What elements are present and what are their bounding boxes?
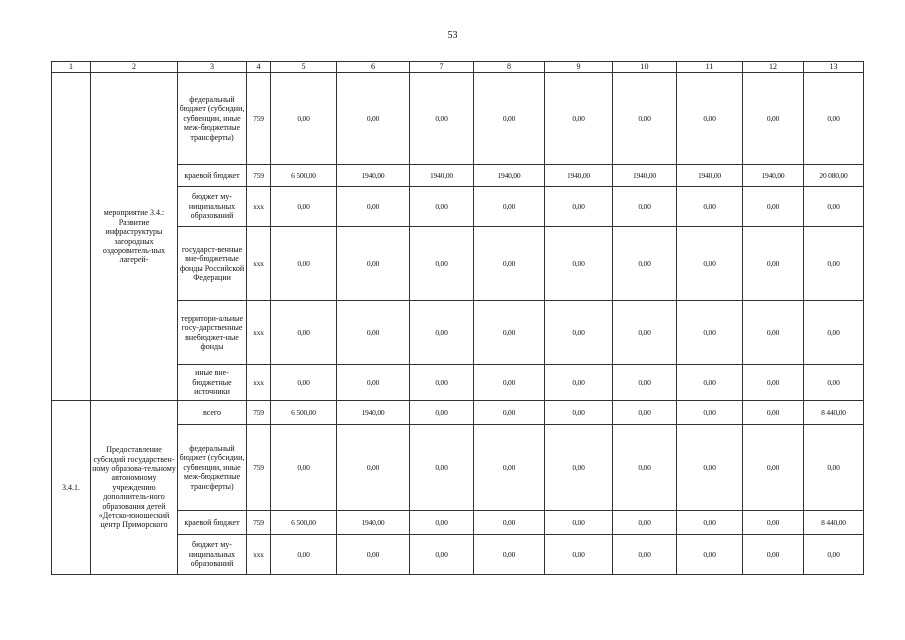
value-cell: 0,00: [743, 187, 804, 227]
column-header-4: 4: [247, 62, 271, 73]
value-cell: 0,00: [613, 535, 677, 575]
column-header-13: 13: [804, 62, 864, 73]
code-cell: 759: [247, 165, 271, 187]
measure-name-cell: Предоставление субсидий государствен-ному образова-тельному автономному учреждению дополнитель-ного образования детей «Детско-юношеский центр Приморского: [91, 401, 178, 575]
value-cell: 0,00: [545, 401, 613, 425]
value-cell: 0,00: [545, 511, 613, 535]
value-cell: 0,00: [337, 227, 410, 301]
value-cell: 0,00: [410, 227, 474, 301]
column-header-6: 6: [337, 62, 410, 73]
value-cell: 0,00: [410, 365, 474, 401]
value-cell: 0,00: [743, 73, 804, 165]
value-cell: 0,00: [474, 511, 545, 535]
value-cell: 8 440,00: [804, 511, 864, 535]
value-cell: 0,00: [545, 227, 613, 301]
value-cell: 0,00: [743, 301, 804, 365]
column-header-3: 3: [178, 62, 247, 73]
code-cell: 759: [247, 73, 271, 165]
value-cell: 0,00: [474, 401, 545, 425]
column-header-2: 2: [91, 62, 178, 73]
value-cell: 0,00: [271, 365, 337, 401]
value-cell: 0,00: [613, 425, 677, 511]
value-cell: 0,00: [410, 535, 474, 575]
value-cell: 0,00: [545, 365, 613, 401]
value-cell: 0,00: [677, 425, 743, 511]
column-header-9: 9: [545, 62, 613, 73]
value-cell: 0,00: [271, 187, 337, 227]
budget-table: [51, 61, 864, 575]
value-cell: 0,00: [804, 73, 864, 165]
value-cell: 0,00: [337, 73, 410, 165]
value-cell: 0,00: [677, 511, 743, 535]
value-cell: 0,00: [743, 365, 804, 401]
row-number-cell: [52, 73, 91, 401]
value-cell: 0,00: [337, 535, 410, 575]
value-cell: 0,00: [271, 535, 337, 575]
column-header-10: 10: [613, 62, 677, 73]
code-cell: ххх: [247, 535, 271, 575]
value-cell: 0,00: [804, 187, 864, 227]
code-cell: 759: [247, 401, 271, 425]
value-cell: 0,00: [613, 511, 677, 535]
value-cell: 0,00: [804, 365, 864, 401]
column-header-8: 8: [474, 62, 545, 73]
value-cell: 0,00: [474, 227, 545, 301]
value-cell: 0,00: [474, 187, 545, 227]
value-cell: 0,00: [613, 365, 677, 401]
value-cell: 0,00: [743, 227, 804, 301]
value-cell: 0,00: [677, 73, 743, 165]
value-cell: 6 500,00: [271, 511, 337, 535]
value-cell: 1940,00: [677, 165, 743, 187]
value-cell: 0,00: [743, 535, 804, 575]
value-cell: 0,00: [804, 227, 864, 301]
value-cell: 0,00: [410, 425, 474, 511]
value-cell: 1940,00: [337, 401, 410, 425]
code-cell: 759: [247, 425, 271, 511]
value-cell: 0,00: [613, 401, 677, 425]
value-cell: 0,00: [677, 365, 743, 401]
value-cell: 0,00: [545, 73, 613, 165]
funding-source-cell: иные вне-бюджетные источники: [178, 365, 247, 401]
value-cell: 1940,00: [545, 165, 613, 187]
value-cell: 6 500,00: [271, 401, 337, 425]
funding-source-cell: государст-венные вне-бюджетные фонды Российской Федерации: [178, 227, 247, 301]
value-cell: 1940,00: [337, 165, 410, 187]
value-cell: 0,00: [271, 425, 337, 511]
value-cell: 0,00: [337, 301, 410, 365]
funding-source-cell: краевой бюджет: [178, 511, 247, 535]
value-cell: 0,00: [804, 301, 864, 365]
value-cell: 0,00: [677, 187, 743, 227]
value-cell: 1940,00: [743, 165, 804, 187]
value-cell: 0,00: [271, 73, 337, 165]
code-cell: ххх: [247, 227, 271, 301]
funding-source-cell: федеральный бюджет (субсидии, субвенции, иные меж-бюджетные трансферты): [178, 425, 247, 511]
value-cell: 0,00: [410, 73, 474, 165]
value-cell: 0,00: [743, 511, 804, 535]
value-cell: 0,00: [337, 365, 410, 401]
funding-source-cell: всего: [178, 401, 247, 425]
value-cell: 0,00: [271, 227, 337, 301]
funding-source-cell: территори-альные госу-дарственные внебюджет-ные фонды: [178, 301, 247, 365]
code-cell: 759: [247, 511, 271, 535]
value-cell: 0,00: [613, 301, 677, 365]
column-header-5: 5: [271, 62, 337, 73]
table-row: [52, 73, 864, 165]
value-cell: 0,00: [410, 301, 474, 365]
row-number-cell: 3.4.1.: [52, 401, 91, 575]
code-cell: ххх: [247, 365, 271, 401]
value-cell: 0,00: [804, 535, 864, 575]
table-row: [52, 401, 864, 425]
value-cell: 0,00: [474, 301, 545, 365]
value-cell: 1940,00: [337, 511, 410, 535]
value-cell: 0,00: [677, 535, 743, 575]
value-cell: 0,00: [804, 425, 864, 511]
column-header-12: 12: [743, 62, 804, 73]
value-cell: 1940,00: [474, 165, 545, 187]
funding-source-cell: федеральный бюджет (субсидии, субвенции, иные меж-бюджетные трансферты): [178, 73, 247, 165]
value-cell: 0,00: [410, 187, 474, 227]
value-cell: 0,00: [545, 535, 613, 575]
funding-source-cell: бюджет му-ниципальных образований: [178, 535, 247, 575]
value-cell: 0,00: [474, 365, 545, 401]
value-cell: 0,00: [474, 73, 545, 165]
value-cell: 0,00: [545, 187, 613, 227]
measure-name-cell: мероприятие 3.4.: Развитие инфраструктуры загородных оздоровитель-ных лагерей-: [91, 73, 178, 401]
value-cell: 0,00: [474, 425, 545, 511]
header-row: [52, 62, 864, 73]
value-cell: 0,00: [677, 401, 743, 425]
value-cell: 8 440,00: [804, 401, 864, 425]
value-cell: 0,00: [743, 401, 804, 425]
page-number: 53: [447, 30, 458, 41]
funding-source-cell: бюджет му-ниципальных образований: [178, 187, 247, 227]
value-cell: 0,00: [337, 187, 410, 227]
value-cell: 0,00: [613, 187, 677, 227]
value-cell: 0,00: [677, 227, 743, 301]
value-cell: 0,00: [271, 301, 337, 365]
value-cell: 0,00: [474, 535, 545, 575]
value-cell: 0,00: [677, 301, 743, 365]
column-header-1: 1: [52, 62, 91, 73]
value-cell: 0,00: [410, 401, 474, 425]
value-cell: 0,00: [743, 425, 804, 511]
column-header-7: 7: [410, 62, 474, 73]
column-header-11: 11: [677, 62, 743, 73]
value-cell: 0,00: [545, 301, 613, 365]
funding-source-cell: краевой бюджет: [178, 165, 247, 187]
code-cell: ххх: [247, 187, 271, 227]
value-cell: 0,00: [613, 227, 677, 301]
code-cell: ххх: [247, 301, 271, 365]
value-cell: 0,00: [410, 511, 474, 535]
value-cell: 20 080,00: [804, 165, 864, 187]
value-cell: 0,00: [545, 425, 613, 511]
value-cell: 0,00: [337, 425, 410, 511]
value-cell: 1940,00: [613, 165, 677, 187]
value-cell: 1940,00: [410, 165, 474, 187]
value-cell: 0,00: [613, 73, 677, 165]
value-cell: 6 500,00: [271, 165, 337, 187]
